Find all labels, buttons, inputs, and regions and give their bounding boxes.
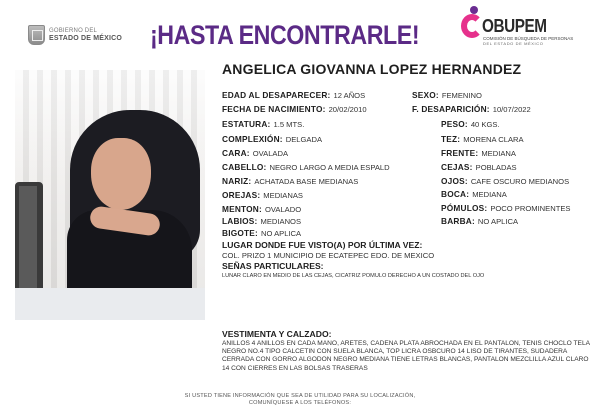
- field-chin: MENTON: OVALADO: [222, 204, 302, 214]
- field-weight: PESO: 40 KGS.: [441, 119, 500, 129]
- last-seen-label: LUGAR DONDE FUE VISTO(A) POR ÚLTIMA VEZ:: [222, 240, 423, 250]
- field-forehead: FRENTE: MEDIANA: [441, 148, 516, 158]
- footer-line2: COMUNÍQUESE A LOS TELÉFONOS:: [248, 400, 352, 406]
- clothing-value: ANILLOS 4 ANILLOS EN CADA MANO, ARETES, CADENA PLATA ABROCHADA EN EL PANTALON, TENIS CHOCLO TELA NEGRO NO.4 TIPO CALCETIN CON SUELA BLANCA, TOP LICRA OSBCURO 14 LISO DE TIRANTES, SUDADERA CERRADA CON GORRO ALGODON NEGRO MEDIANA TIENE LETRAS BLANCAS, PANTALON MEZCLILLA AZUL CLARO 14 CON CIERRES EN LAS BOLSAS TRASERAS: [222, 340, 590, 372]
- government-logo: [28, 25, 122, 45]
- last-seen-value: COL. PRIZO 1 MUNICIPIO DE ECATEPEC EDO. DE MEXICO: [222, 251, 435, 260]
- coat-of-arms-icon: [28, 25, 45, 45]
- field-ears: OREJAS: MEDIANAS: [222, 190, 303, 200]
- field-disappearance-date: F. DESAPARICIÓN: 10/07/2022: [412, 104, 531, 114]
- field-sex: SEXO: FEMENINO: [412, 90, 482, 100]
- field-birthdate: FECHA DE NACIMIENTO: 20/02/2010: [222, 104, 367, 114]
- distinctive-marks-value: LUNAR CLARO EN MEDIO DE LAS CEJAS, CICATRIZ POMULO DERECHO A UN COSTADO DEL OJO: [222, 273, 485, 279]
- field-complexion: TEZ: MORENA CLARA: [441, 134, 524, 144]
- agency-logo-subtitle-2: DEL ESTADO DE MÉXICO: [483, 41, 544, 46]
- person-name: ANGELICA GIOVANNA LOPEZ HERNANDEZ: [222, 61, 522, 77]
- logo-dot-icon: [470, 6, 478, 14]
- poster-title: ¡HASTA ENCONTRARLE!: [150, 20, 420, 50]
- chair-shape: [15, 182, 43, 302]
- field-eyes: OJOS: CAFE OSCURO MEDIANOS: [441, 176, 570, 186]
- field-lips: LABIOS: MEDIANOS: [222, 216, 302, 226]
- logo-c-icon: [461, 14, 483, 38]
- clothing-label: VESTIMENTA Y CALZADO:: [222, 329, 332, 339]
- field-cheekbones: PÓMULOS: POCO PROMINENTES: [441, 203, 571, 213]
- field-mustache: BIGOTE: NO APLICA: [222, 228, 302, 238]
- field-height: ESTATURA: 1.5 MTS.: [222, 119, 305, 129]
- field-nose: NARIZ: ACHATADA BASE MEDIANAS: [222, 176, 359, 186]
- field-age: EDAD AL DESAPARECER: 12 AÑOS: [222, 90, 366, 100]
- agency-logo: [458, 4, 574, 48]
- field-mouth: BOCA: MEDIANA: [441, 189, 507, 199]
- agency-logo-name: OBUPEM: [482, 16, 547, 36]
- poster-header: [0, 0, 600, 58]
- footer-line1: SI USTED TIENE INFORMACIÓN QUE SEA DE UTILIDAD PARA SU LOCALIZACIÓN,: [184, 393, 416, 399]
- gov-logo-line2: ESTADO DE MÉXICO: [49, 35, 123, 42]
- contact-footer: [0, 393, 600, 407]
- field-build: COMPLEXIÓN: DELGADA: [222, 134, 323, 144]
- field-eyebrows: CEJAS: POBLADAS: [441, 162, 517, 172]
- field-face: CARA: OVALADA: [222, 148, 289, 158]
- agency-logo-subtitle: COMISIÓN DE BÚSQUEDA DE PERSONAS: [483, 36, 574, 41]
- gov-logo-line1: GOBIERNO DEL: [49, 28, 98, 34]
- person-photo: [15, 70, 205, 320]
- distinctive-marks-label: SEÑAS PARTICULARES:: [222, 261, 324, 271]
- field-hair: CABELLO: NEGRO LARGO A MEDIA ESPALD: [222, 162, 390, 172]
- field-beard: BARBA: NO APLICA: [441, 216, 519, 226]
